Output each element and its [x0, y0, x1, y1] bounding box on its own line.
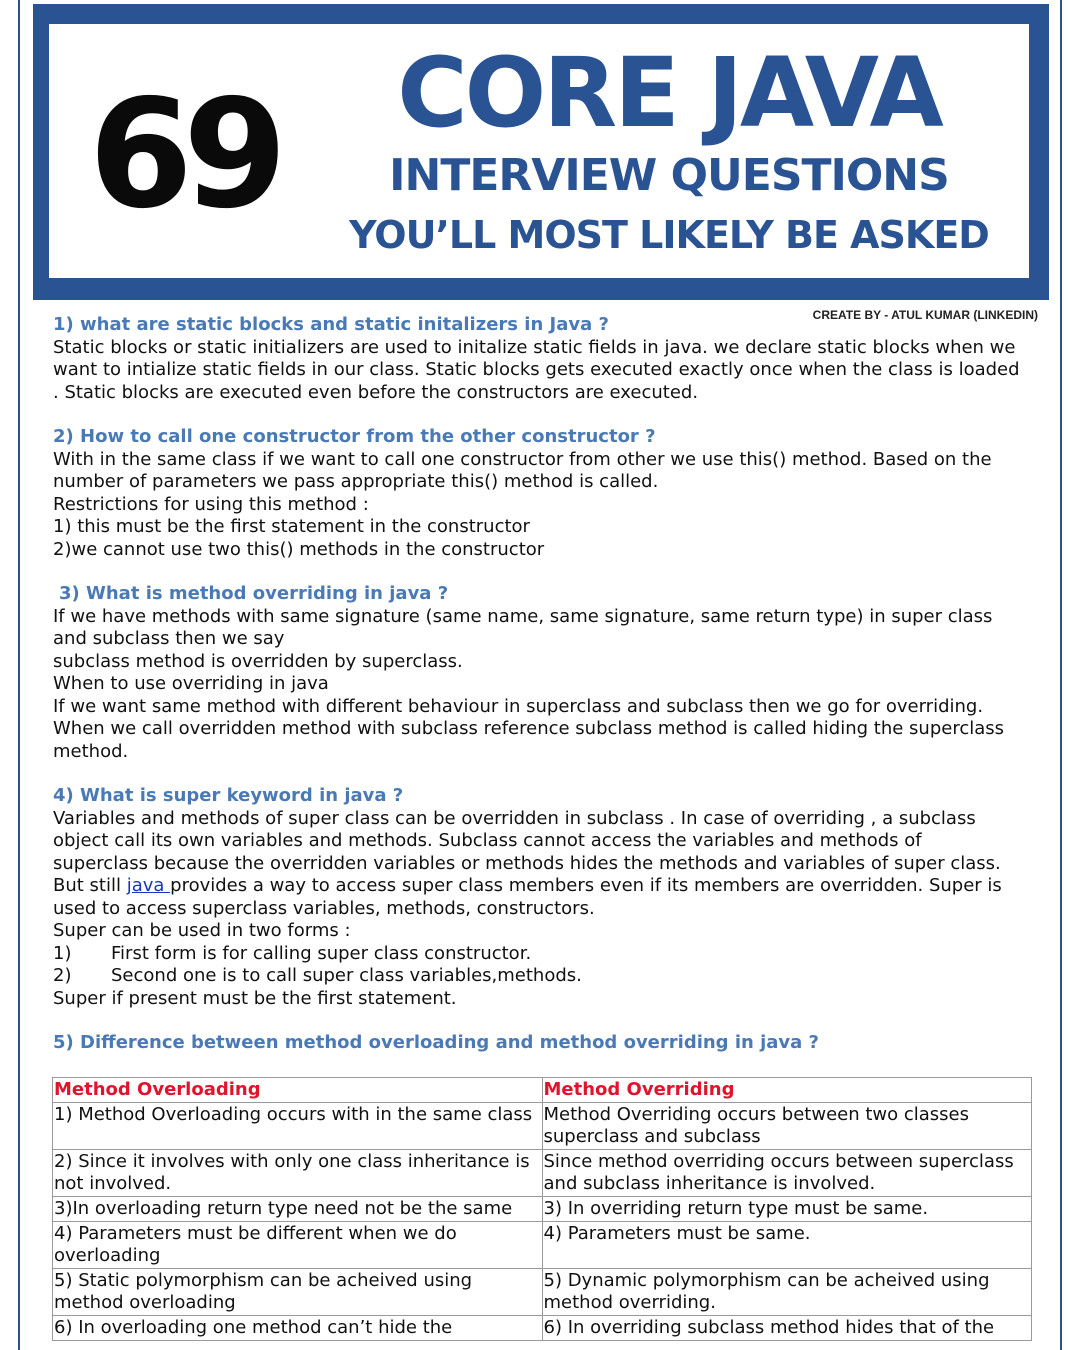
overloading-cell: 3)In overloading return type need not be the same: [53, 1197, 543, 1222]
banner-title: CORE JAVA: [397, 37, 941, 149]
banner-panel: [49, 24, 1029, 278]
answer-3-line: When to use overriding in java: [53, 673, 329, 694]
form-number: 2): [53, 965, 72, 986]
super-form-item: [53, 943, 1048, 966]
answer-4-line: object call its own variables and methods. Subclass cannot access the variables and methods of: [53, 830, 922, 851]
answer-3-line: and subclass then we say: [53, 628, 285, 649]
table-row: [53, 1150, 1032, 1197]
overloading-cell: 4) Parameters must be different when we do overloading: [53, 1222, 543, 1269]
answer-4-line: superclass because the overridden variables or methods hides the methods and variables of super class.: [53, 852, 1001, 874]
answer-2-line: With in the same class if we want to call one constructor from other we use this() method. Based on the: [53, 448, 992, 470]
answer-1-line: . Static blocks are executed even before the constructors are executed.: [53, 381, 699, 403]
form-text: First form is for calling super class constructor.: [111, 942, 532, 964]
overriding-cell: Method Overriding occurs between two classes superclass and subclass: [542, 1103, 1032, 1150]
super-form-item: [53, 965, 1048, 988]
question-1-heading: 1) what are static blocks and static initalizers in Java ?: [53, 314, 609, 335]
answer-4-closing: Super if present must be the first statement.: [53, 987, 457, 1009]
table-row: [53, 1103, 1032, 1150]
overloading-cell: 1) Method Overloading occurs with in the same class: [53, 1103, 543, 1150]
table-row: [53, 1316, 1032, 1341]
overriding-cell: Since method overriding occurs between superclass and subclass inheritance is involved.: [542, 1150, 1032, 1197]
answer-2-line: number of parameters we pass appropriate this() method is called.: [53, 471, 659, 492]
page-border-right: [1060, 0, 1062, 1350]
form-number: 1): [53, 942, 72, 964]
answer-3-line: subclass method is overridden by superclass.: [53, 650, 463, 672]
answer-3-line: If we have methods with same signature (same name, same signature, same return type) in super class: [53, 605, 993, 627]
answer-2-line: 2)we cannot use two this() methods in the constructor: [53, 538, 545, 560]
java-link[interactable]: java: [126, 875, 171, 896]
overriding-cell: 3) In overriding return type must be same.: [542, 1197, 1032, 1222]
answer-1-line: Static blocks or static initializers are used to initalize static fields in java. we declare static blocks when we: [53, 336, 1016, 358]
comparison-table: [52, 1077, 1032, 1341]
table-row: [53, 1197, 1032, 1222]
overloading-cell: 5) Static polymorphism can be acheived using method overloading: [53, 1269, 543, 1316]
answer-1-line: want to intialize static fields in our class. Static blocks gets executed exactly once when the class is loaded: [53, 359, 1020, 380]
table-row: [53, 1269, 1032, 1316]
answer-3-line: If we want same method with different behaviour in superclass and subclass then we go for overriding.: [53, 695, 984, 717]
header-overriding: Method Overriding: [542, 1078, 1032, 1103]
link-line-prefix: But still: [53, 875, 127, 896]
answer-4-line: Super can be used in two forms :: [53, 920, 351, 941]
article-body: [53, 314, 1048, 1055]
form-text: Second one is to call super class variables,methods.: [111, 965, 582, 986]
overloading-cell: 6) In overloading one method can’t hide the: [53, 1316, 543, 1341]
title-banner: [33, 4, 1049, 300]
answer-3-line: When we call overridden method with subclass reference subclass method is called hiding the superclass: [53, 718, 1005, 739]
overriding-cell: 4) Parameters must be same.: [542, 1222, 1032, 1269]
overloading-cell: 2) Since it involves with only one class inheritance is not involved.: [53, 1150, 543, 1197]
table-row: [53, 1222, 1032, 1269]
header-overloading: Method Overloading: [53, 1078, 543, 1103]
answer-3-line: method.: [53, 740, 129, 762]
answer-4-line: used to access superclass variables, methods, constructors.: [53, 897, 595, 919]
answer-2-line: 1) this must be the first statement in the constructor: [53, 516, 530, 537]
answer-4-line: Variables and methods of super class can be overridden in subclass . In case of overriding , a subclass: [53, 807, 976, 829]
link-line-suffix: provides a way to access super class members even if its members are overridden. Super is: [170, 875, 1002, 896]
banner-tagline: YOU’LL MOST LIKELY BE ASKED: [349, 213, 989, 257]
question-count-badge: 69: [88, 68, 278, 242]
author-credit: CREATE BY - ATUL KUMAR (LINKEDIN): [812, 308, 1038, 322]
banner-subtitle: INTERVIEW QUESTIONS: [389, 150, 949, 201]
answer-4-link-line: [53, 875, 1048, 898]
overriding-cell: 6) In overriding subclass method hides that of the: [542, 1316, 1032, 1341]
page-border-left: [18, 0, 20, 1350]
question-2-heading: 2) How to call one constructor from the other constructor ?: [53, 426, 656, 447]
answer-2-line: Restrictions for using this method :: [53, 493, 369, 515]
question-4-heading: 4) What is super keyword in java ?: [53, 785, 404, 806]
question-5-heading: 5) Difference between method overloading and method overriding in java ?: [53, 1032, 819, 1053]
overriding-cell: 5) Dynamic polymorphism can be acheived using method overriding.: [542, 1269, 1032, 1316]
table-header-row: [53, 1078, 1032, 1103]
question-3-heading: 3) What is method overriding in java ?: [59, 583, 449, 604]
